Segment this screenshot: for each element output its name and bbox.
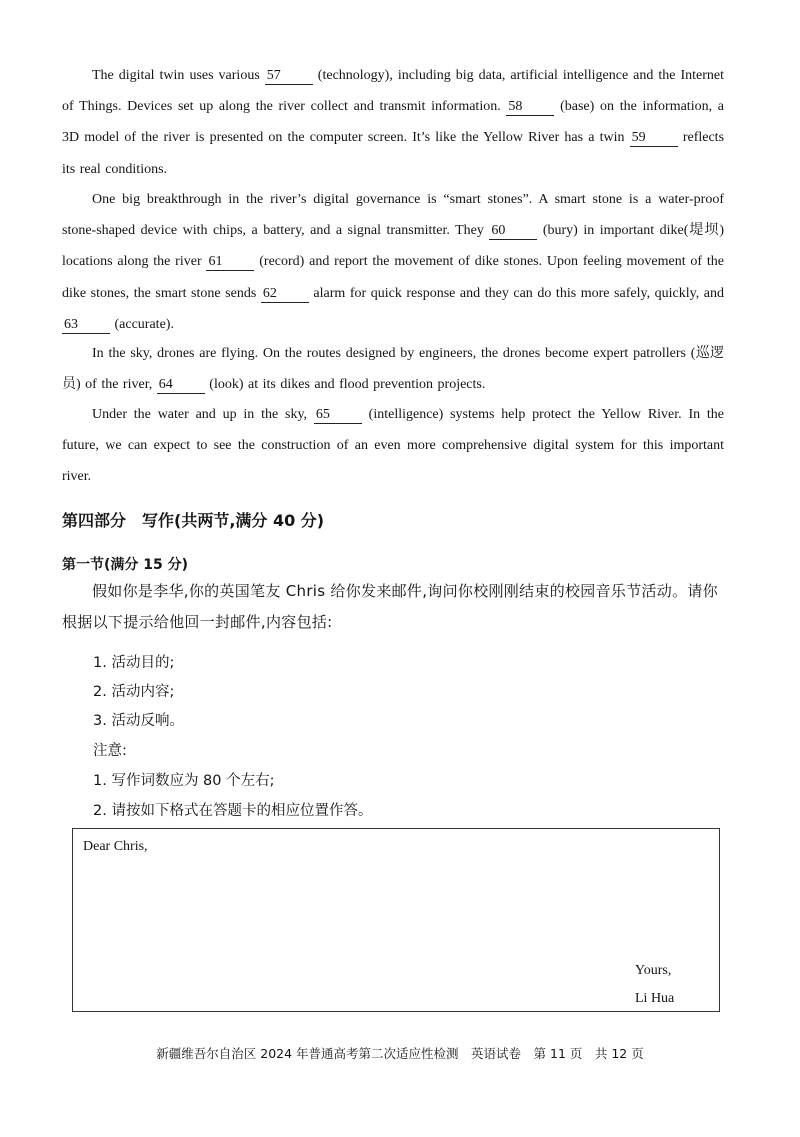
p2-text-e: alarm for quick response and they can do this more safely, quickly, and [313, 285, 724, 301]
note-1: 1. 写作词数应为 80 个左右; [93, 773, 275, 789]
p4-text-a: Under the water and up in the sky, [92, 407, 308, 422]
blank-62: 62 [261, 286, 309, 303]
letter-format-box [72, 828, 720, 1012]
p2-text-a: One big breakthrough in the river’s digital governance is “smart stones”. A smart stone is a water-proof stone-shaped device with chips, a battery, and a signal transmitter. They [62, 192, 724, 239]
passage-paragraph-1 [62, 60, 724, 185]
note-2: 2. 请按如下格式在答题卡的相应位置作答。 [93, 803, 373, 819]
p3-text-a: In the sky, drones are flying. On the routes designed by engineers, the drones become expert patrollers (巡逻员) of the river, [62, 346, 724, 393]
letter-signature: Li Hua [635, 991, 675, 1006]
blank-59: 59 [630, 130, 678, 147]
notes-title: 注意: [93, 743, 127, 759]
p3-text-b: (look) at its dikes and flood prevention projects. [209, 377, 486, 393]
writing-prompt: 假如你是李华,你的英国笔友 Chris 给你发来邮件,询问你校刚刚结束的校园音乐节活动。请你根据以下提示给他回一封邮件,内容包括: [62, 582, 719, 631]
blank-58: 58 [506, 99, 554, 116]
blank-64: 64 [157, 377, 205, 394]
subsection-title: 第一节(满分 15 分) [62, 557, 189, 573]
blank-60: 60 [489, 223, 537, 240]
passage-paragraph-2 [62, 184, 724, 340]
blank-63: 63 [62, 317, 110, 334]
prompt-item-1: 1. 活动目的; [93, 655, 175, 671]
p1-text-e: reflects its real conditions. [62, 130, 725, 177]
letter-greeting: Dear Chris, [83, 839, 148, 854]
passage-paragraph-3 [62, 338, 724, 400]
page-footer: 新疆维吾尔自治区 2024 年普通高考第二次适应性检测 英语试卷 第 11 页 共 12 页 [156, 1046, 644, 1061]
p2-text-c: (bury) in important dike(堤坝) locations along the river [62, 223, 725, 270]
blank-57: 57 [265, 68, 313, 85]
p1-text-c: (technology), including big data, artificial intelligence and the Internet of Things. Devices set up along the river collect and transmit information. [62, 68, 725, 115]
p1-text-d: (base) on the information, a 3D model of the river is presented on the computer screen. It’s like the Yellow River has a twin [62, 99, 724, 146]
letter-closing: Yours, [635, 963, 672, 978]
p2-text-f: (accurate). [114, 316, 174, 332]
blank-61: 61 [206, 254, 254, 271]
p2-text-d: (record) and report the movement of dike stones. Upon feeling movement of the dike stones, the smart stone sends [62, 254, 725, 301]
p1-text-a: The digital twin uses various [92, 68, 260, 83]
prompt-item-3: 3. 活动反响。 [93, 713, 184, 729]
section-title: 第四部分 写作(共两节,满分 40 分) [62, 511, 325, 530]
prompt-item-2: 2. 活动内容; [93, 684, 175, 700]
passage-paragraph-4 [62, 399, 724, 493]
p4-text-b: (intelligence) systems help protect the Yellow River. In the future, we can expect to see the construction of an even more comprehensive digital system for this important river. [62, 407, 725, 485]
blank-65: 65 [314, 407, 362, 424]
letter-closing-block [635, 957, 674, 1013]
